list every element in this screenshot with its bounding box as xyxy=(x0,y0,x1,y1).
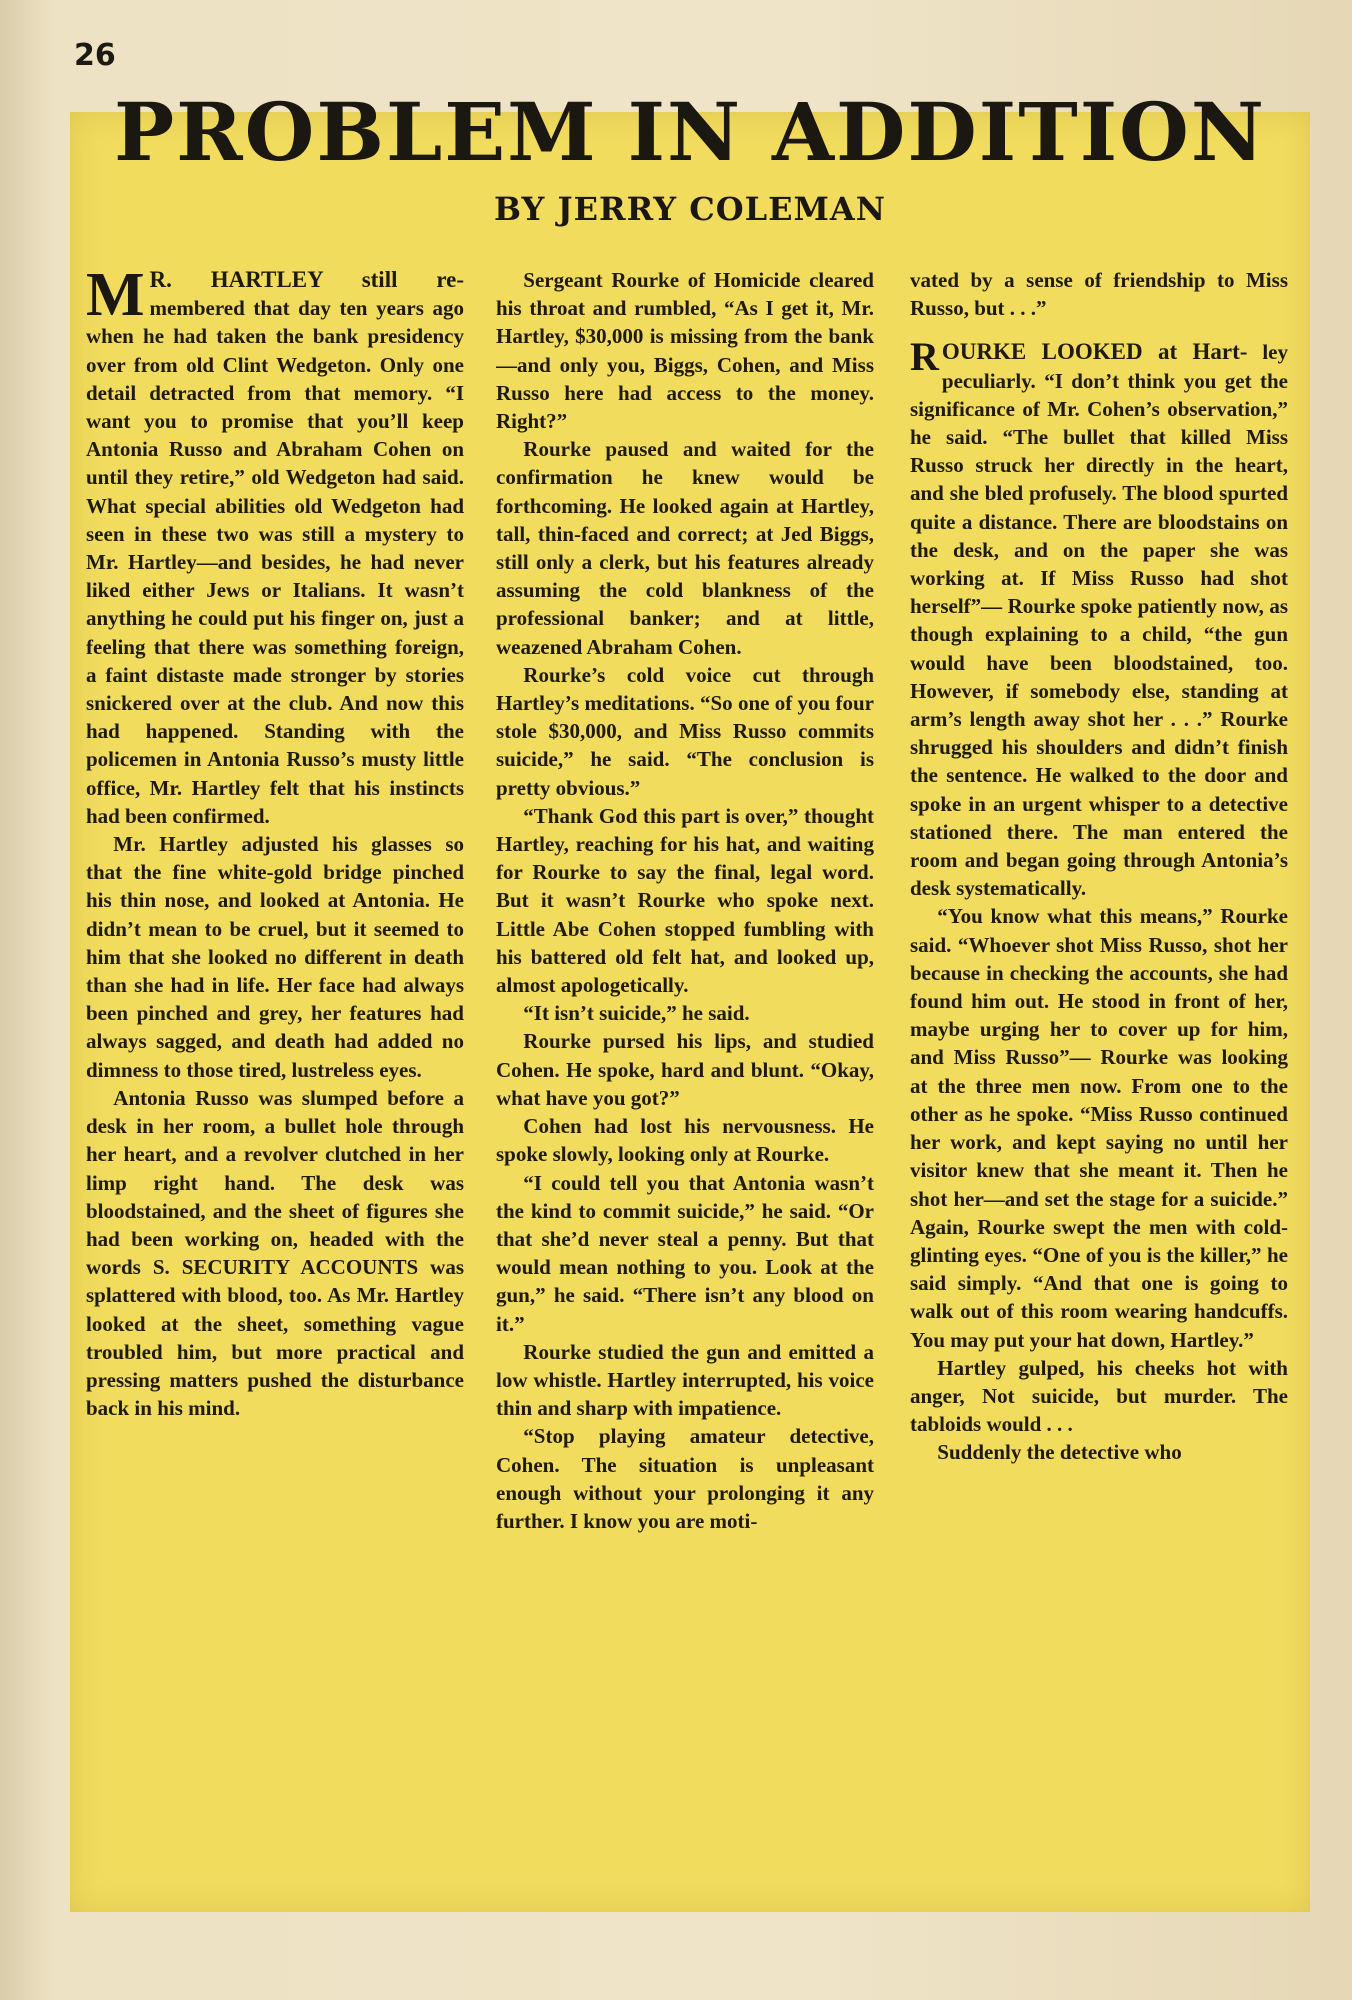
text-column-3 xyxy=(910,266,1288,1896)
lead-in-text: R. HARTLEY still re- xyxy=(149,267,464,292)
paragraph: Suddenly the detective who xyxy=(937,1440,1182,1465)
paragraph xyxy=(910,334,1288,902)
paragraph: “Stop playing amateur detective, Cohen. The situation is unpleasant enough without your prolonging it any further. I know you are moti- xyxy=(496,1424,874,1533)
paragraph: Antonia Russo was slumped before a desk in her room, a bullet hole through her heart, and a revolver clutched in her limp right hand. The desk was bloodstained, and the sheet of figures she had been working on, headed with the words S. SECURITY ACCOUNTS was splattered with blood, too. As Mr. Hartley looked at the sheet, something vague troubled him, but more practical and pressing matters pushed the disturbance back in his mind. xyxy=(86,1085,464,1421)
paragraph: Hartley gulped, his cheeks hot with anger, Not suicide, but murder. The tabloids would . . . xyxy=(910,1355,1288,1437)
drop-cap-initial: M xyxy=(86,266,145,329)
paragraph-text: ley peculiarly. “I don’t think you get the significance of Mr. Cohen’s observation,” he said. “The bullet that killed Miss Russo struck her directly in the heart, and she bled profusely. The blood spurted quite a distance. There are bloodstains on the desk, and on the paper she was working at. If Miss Russo had shot herself”— Rourke spoke patiently now, as though explaining to a child, “the gun would have been bloodstained, too. However, if somebody else, standing at arm’s length away shot her . . .” Rourke shrugged his shoulders and didn’t finish the sentence. He walked to the door and spoke in an urgent whisper to a detective stationed there. The man entered the room and began going through Antonia’s desk systematically. xyxy=(910,340,1288,901)
paragraph: “You know what this means,” Rourke said. “Whoever shot Miss Russo, shot her because in checking the accounts, she had found him out. He stood in front of her, maybe urging her to cover up for him, and Miss Russo”— Rourke was looking at the three men now. From one to the other as he spoke. “Miss Russo continued her work, and kept saying no until her visitor knew that she meant it. Then he shot her—and set the stage for a suicide.” Again, Rourke swept the men with cold-glinting eyes. “One of you is the killer,” he said simply. “And that one is going to walk out of this room wearing handcuffs. You may put your hat down, Hartley.” xyxy=(910,904,1288,1352)
paragraph: Rourke pursed his lips, and studied Cohen. He spoke, hard and blunt. “Okay, what have you got?” xyxy=(496,1029,874,1110)
paragraph: Sergeant Rourke of Homicide cleared his throat and rumbled, “As I get it, Mr. Hartley, $30,000 is missing from the bank—and only you, Biggs, Cohen, and Miss Russo here had access to the money. Right?” xyxy=(496,268,874,434)
article-byline: BY JERRY COLEMAN xyxy=(494,190,886,228)
section-break xyxy=(910,322,1288,338)
paragraph: Rourke paused and waited for the confirmation he knew would be forthcoming. He looked again at Hartley, tall, thin-faced and correct; at Jed Biggs, still only a clerk, but his features already assuming the cold blankness of the professional banker; and at little, weazened Abraham Cohen. xyxy=(496,437,874,659)
text-column-1 xyxy=(86,266,464,1896)
article-title: PROBLEM IN ADDITION xyxy=(114,85,1266,179)
paragraph: vated by a sense of friendship to Miss Russo, but . . .” xyxy=(910,268,1288,321)
paragraph: Cohen had lost his nervousness. He spoke slowly, looking only at Rourke. xyxy=(496,1114,874,1167)
paragraph: “Thank God this part is over,” thought Hartley, reaching for his hat, and waiting for Rourke to say the final, legal word. But it wasn’t Rourke who spoke next. Little Abe Cohen stopped fumbling with his battered old felt hat, and looked up, almost apologetically. xyxy=(496,803,874,998)
text-column-2 xyxy=(496,266,874,1896)
paragraph: “It isn’t suicide,” he said. xyxy=(523,1001,750,1026)
lead-in-text: OURKE LOOKED at Hart- xyxy=(941,339,1248,365)
paragraph: “I could tell you that Antonia wasn’t the kind to commit suicide,” he said. “Or that she’d never steal a penny. But that would mean nothing to you. Look at the gun,” he said. “There isn’t any blood on it.” xyxy=(496,1170,874,1336)
paragraph: Rourke studied the gun and emitted a low whistle. Hartley interrupted, his voice thin and sharp with impatience. xyxy=(496,1339,874,1421)
drop-cap-initial: R xyxy=(910,334,939,380)
paragraph-text: membered that day ten years ago when he had taken the bank presidency over from old Clint Wedgeton. Only one detail detracted from that memory. “I want you to promise that you’ll keep Antonia Russo and Abraham Cohen on until they retire,” old Wedgeton had said. What special abilities old Wedgeton had seen in these two was still a mystery to Mr. Hartley—and besides, he had never liked either Jews or Italians. It wasn’t anything he could put his finger on, just a feeling that there was something foreign, a faint distaste made stronger by stories snickered over at the club. And now this had happened. Standing with the policemen in Antonia Russo’s musty little office, Mr. Hartley felt that his instincts had been confirmed. xyxy=(86,296,464,828)
paragraph xyxy=(86,266,464,830)
page-number: 26 xyxy=(74,38,116,73)
paragraph: Rourke’s cold voice cut through Hartley’s meditations. “So one of you four stole $30,000, and Miss Russo commits suicide,” he said. “The conclusion is pretty obvious.” xyxy=(496,662,874,800)
paragraph: Mr. Hartley adjusted his glasses so that the fine white-gold bridge pinched his thin nose, and looked at Antonia. He didn’t mean to be cruel, but it seemed to him that she looked no different in death than she had in life. Her face had always been pinched and grey, her features had always sagged, and death had added no dimness to those tired, lustreless eyes. xyxy=(86,832,464,1082)
